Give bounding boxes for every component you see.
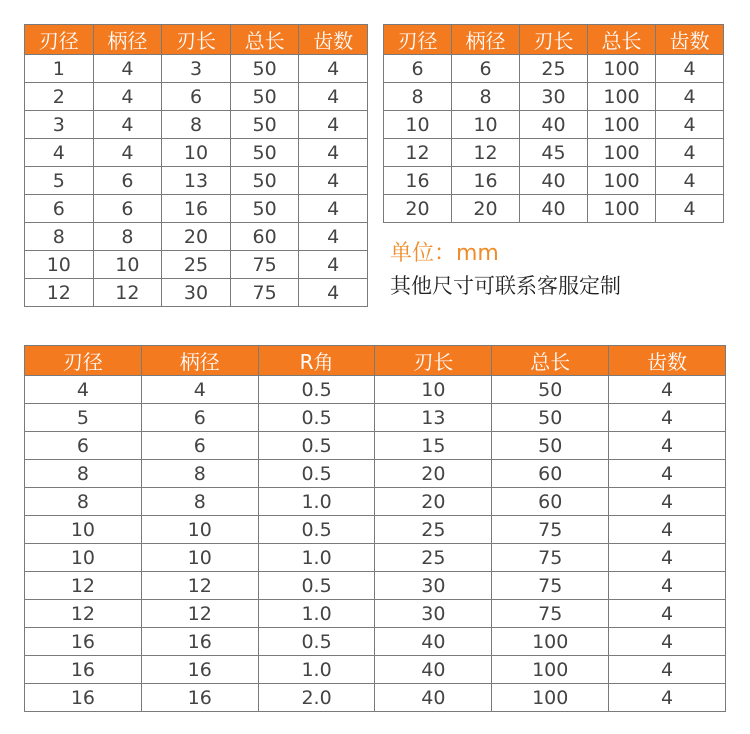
table-cell: 4 (609, 544, 726, 572)
table-cell: 6 (93, 167, 162, 195)
table-cell: 50 (230, 167, 299, 195)
table-cell: 45 (520, 139, 588, 167)
table-cell: 10 (93, 251, 162, 279)
table-cell: 8 (25, 223, 94, 251)
table-cell: 25 (375, 544, 492, 572)
table-cell: 100 (588, 167, 656, 195)
table-row (384, 55, 724, 83)
spec-table-long (383, 24, 724, 223)
table-cell: 12 (25, 600, 142, 628)
table-row (25, 600, 726, 628)
table-cell: 4 (299, 279, 368, 307)
table-cell: 4 (609, 488, 726, 516)
table-row (25, 516, 726, 544)
table-cell: 2 (25, 83, 94, 111)
spec-table-standard (24, 24, 368, 307)
column-header: 柄径 (452, 25, 520, 55)
table-cell: 50 (492, 376, 609, 404)
table-cell: 0.5 (258, 460, 375, 488)
table-cell: 4 (299, 83, 368, 111)
table-cell: 100 (588, 55, 656, 83)
table-cell: 4 (93, 83, 162, 111)
table-cell: 10 (141, 516, 258, 544)
table-cell: 1.0 (258, 488, 375, 516)
table-cell: 10 (25, 544, 142, 572)
column-header: R角 (258, 346, 375, 376)
table-cell: 4 (656, 167, 724, 195)
table-cell: 8 (384, 83, 452, 111)
unit-note: 单位：mm (390, 241, 499, 266)
table-cell: 30 (162, 279, 231, 307)
table-row (25, 55, 368, 83)
table-cell: 8 (25, 460, 142, 488)
table-cell: 4 (609, 516, 726, 544)
table-cell: 60 (492, 488, 609, 516)
table-cell: 6 (384, 55, 452, 83)
table-cell: 0.5 (258, 628, 375, 656)
table-cell: 40 (375, 628, 492, 656)
table-cell: 12 (25, 279, 94, 307)
table-cell: 16 (384, 167, 452, 195)
table-row (384, 83, 724, 111)
table-cell: 4 (299, 55, 368, 83)
table-cell: 40 (375, 684, 492, 712)
table-cell: 16 (452, 167, 520, 195)
table-cell: 1.0 (258, 600, 375, 628)
table-cell: 4 (609, 572, 726, 600)
table-cell: 16 (162, 195, 231, 223)
table-cell: 75 (230, 251, 299, 279)
table-cell: 0.5 (258, 376, 375, 404)
table-cell: 40 (520, 111, 588, 139)
table-row (25, 111, 368, 139)
table-cell: 20 (375, 488, 492, 516)
column-header: 刃长 (375, 346, 492, 376)
column-header: 齿数 (656, 25, 724, 55)
table-cell: 30 (375, 600, 492, 628)
table-cell: 4 (656, 195, 724, 223)
table-cell: 4 (609, 656, 726, 684)
column-header: 齿数 (609, 346, 726, 376)
table-cell: 100 (492, 628, 609, 656)
table-cell: 13 (375, 404, 492, 432)
table-cell: 30 (520, 83, 588, 111)
table-cell: 20 (452, 195, 520, 223)
table-cell: 6 (141, 404, 258, 432)
table-cell: 4 (299, 111, 368, 139)
table-row (25, 376, 726, 404)
table-cell: 10 (375, 376, 492, 404)
table-cell: 4 (141, 376, 258, 404)
table-cell: 10 (384, 111, 452, 139)
table-cell: 4 (299, 139, 368, 167)
table-cell: 20 (384, 195, 452, 223)
table-cell: 40 (375, 656, 492, 684)
table-row (25, 628, 726, 656)
table-row (25, 488, 726, 516)
table-cell: 100 (492, 656, 609, 684)
table-cell: 16 (25, 656, 142, 684)
table-cell: 4 (609, 460, 726, 488)
table-cell: 0.5 (258, 572, 375, 600)
table-cell: 4 (656, 111, 724, 139)
table-row (25, 167, 368, 195)
table-cell: 50 (230, 195, 299, 223)
column-header: 总长 (492, 346, 609, 376)
table-cell: 4 (93, 111, 162, 139)
table-row (384, 167, 724, 195)
table-cell: 8 (141, 460, 258, 488)
table-cell: 0.5 (258, 516, 375, 544)
table-cell: 1.0 (258, 656, 375, 684)
table-cell: 25 (375, 516, 492, 544)
table-cell: 12 (141, 600, 258, 628)
column-header: 刃径 (25, 25, 94, 55)
table-cell: 40 (520, 195, 588, 223)
table-row (25, 223, 368, 251)
table-cell: 6 (25, 195, 94, 223)
table-cell: 12 (384, 139, 452, 167)
table-cell: 75 (492, 600, 609, 628)
table-cell: 4 (656, 139, 724, 167)
table-cell: 16 (141, 656, 258, 684)
table-row (25, 404, 726, 432)
table-cell: 4 (609, 684, 726, 712)
table-cell: 3 (25, 111, 94, 139)
table-row (25, 279, 368, 307)
table-cell: 100 (492, 684, 609, 712)
table-cell: 6 (93, 195, 162, 223)
table-row (384, 195, 724, 223)
table-cell: 50 (230, 55, 299, 83)
table-row (25, 83, 368, 111)
column-header: 总长 (230, 25, 299, 55)
table-cell: 8 (452, 83, 520, 111)
column-header: 刃长 (162, 25, 231, 55)
table-cell: 8 (25, 488, 142, 516)
table-cell: 0.5 (258, 432, 375, 460)
table-cell: 4 (656, 83, 724, 111)
table-cell: 60 (230, 223, 299, 251)
table-cell: 10 (141, 544, 258, 572)
table-cell: 50 (230, 83, 299, 111)
table-cell: 12 (25, 572, 142, 600)
custom-size-note: 其他尺寸可联系客服定制 (390, 274, 621, 298)
table-row (25, 432, 726, 460)
table-cell: 6 (141, 432, 258, 460)
table-cell: 10 (162, 139, 231, 167)
table-cell: 1.0 (258, 544, 375, 572)
column-header: 柄径 (93, 25, 162, 55)
table-row (384, 139, 724, 167)
table-cell: 40 (520, 167, 588, 195)
table-row (384, 111, 724, 139)
table-cell: 8 (93, 223, 162, 251)
table-cell: 4 (299, 167, 368, 195)
column-header: 刃长 (520, 25, 588, 55)
table-cell: 10 (452, 111, 520, 139)
column-header: 总长 (588, 25, 656, 55)
table-row (25, 195, 368, 223)
table-cell: 4 (656, 55, 724, 83)
table-cell: 4 (299, 251, 368, 279)
table-cell: 75 (230, 279, 299, 307)
table-cell: 25 (520, 55, 588, 83)
table-cell: 12 (93, 279, 162, 307)
table-row (25, 544, 726, 572)
table-cell: 60 (492, 460, 609, 488)
table-row (25, 572, 726, 600)
table-cell: 20 (375, 460, 492, 488)
table-cell: 50 (492, 404, 609, 432)
table-cell: 100 (588, 83, 656, 111)
table-cell: 75 (492, 544, 609, 572)
table-cell: 75 (492, 516, 609, 544)
table-row (25, 251, 368, 279)
table-cell: 20 (162, 223, 231, 251)
table-cell: 100 (588, 139, 656, 167)
table-cell: 8 (141, 488, 258, 516)
spec-table-corner-radius (24, 345, 726, 712)
table-header-row (384, 25, 724, 55)
table-row (25, 460, 726, 488)
table-cell: 100 (588, 195, 656, 223)
table-cell: 16 (141, 628, 258, 656)
table-cell: 4 (299, 223, 368, 251)
table-cell: 4 (609, 376, 726, 404)
table-cell: 10 (25, 251, 94, 279)
table-cell: 6 (452, 55, 520, 83)
column-header: 齿数 (299, 25, 368, 55)
table-cell: 30 (375, 572, 492, 600)
table-row (25, 656, 726, 684)
table-cell: 25 (162, 251, 231, 279)
column-header: 刃径 (384, 25, 452, 55)
table-cell: 0.5 (258, 404, 375, 432)
table-cell: 16 (25, 628, 142, 656)
table-cell: 4 (25, 376, 142, 404)
table-cell: 4 (609, 404, 726, 432)
table-row (25, 684, 726, 712)
column-header: 刃径 (25, 346, 142, 376)
table-cell: 4 (609, 628, 726, 656)
table-cell: 5 (25, 404, 142, 432)
table-cell: 12 (452, 139, 520, 167)
table-cell: 4 (93, 139, 162, 167)
table-cell: 50 (230, 111, 299, 139)
table-cell: 4 (609, 600, 726, 628)
table-cell: 6 (162, 83, 231, 111)
table-cell: 50 (230, 139, 299, 167)
table-cell: 16 (25, 684, 142, 712)
table-cell: 6 (25, 432, 142, 460)
table-cell: 3 (162, 55, 231, 83)
table-cell: 50 (492, 432, 609, 460)
table-cell: 8 (162, 111, 231, 139)
table-cell: 75 (492, 572, 609, 600)
table-cell: 1 (25, 55, 94, 83)
table-header-row (25, 346, 726, 376)
table-cell: 4 (609, 432, 726, 460)
table-cell: 4 (25, 139, 94, 167)
table-cell: 4 (299, 195, 368, 223)
table-cell: 12 (141, 572, 258, 600)
table-cell: 2.0 (258, 684, 375, 712)
table-cell: 5 (25, 167, 94, 195)
table-cell: 15 (375, 432, 492, 460)
table-row (25, 139, 368, 167)
table-cell: 10 (25, 516, 142, 544)
table-cell: 4 (93, 55, 162, 83)
column-header: 柄径 (141, 346, 258, 376)
table-cell: 16 (141, 684, 258, 712)
table-header-row (25, 25, 368, 55)
table-cell: 13 (162, 167, 231, 195)
table-cell: 100 (588, 111, 656, 139)
